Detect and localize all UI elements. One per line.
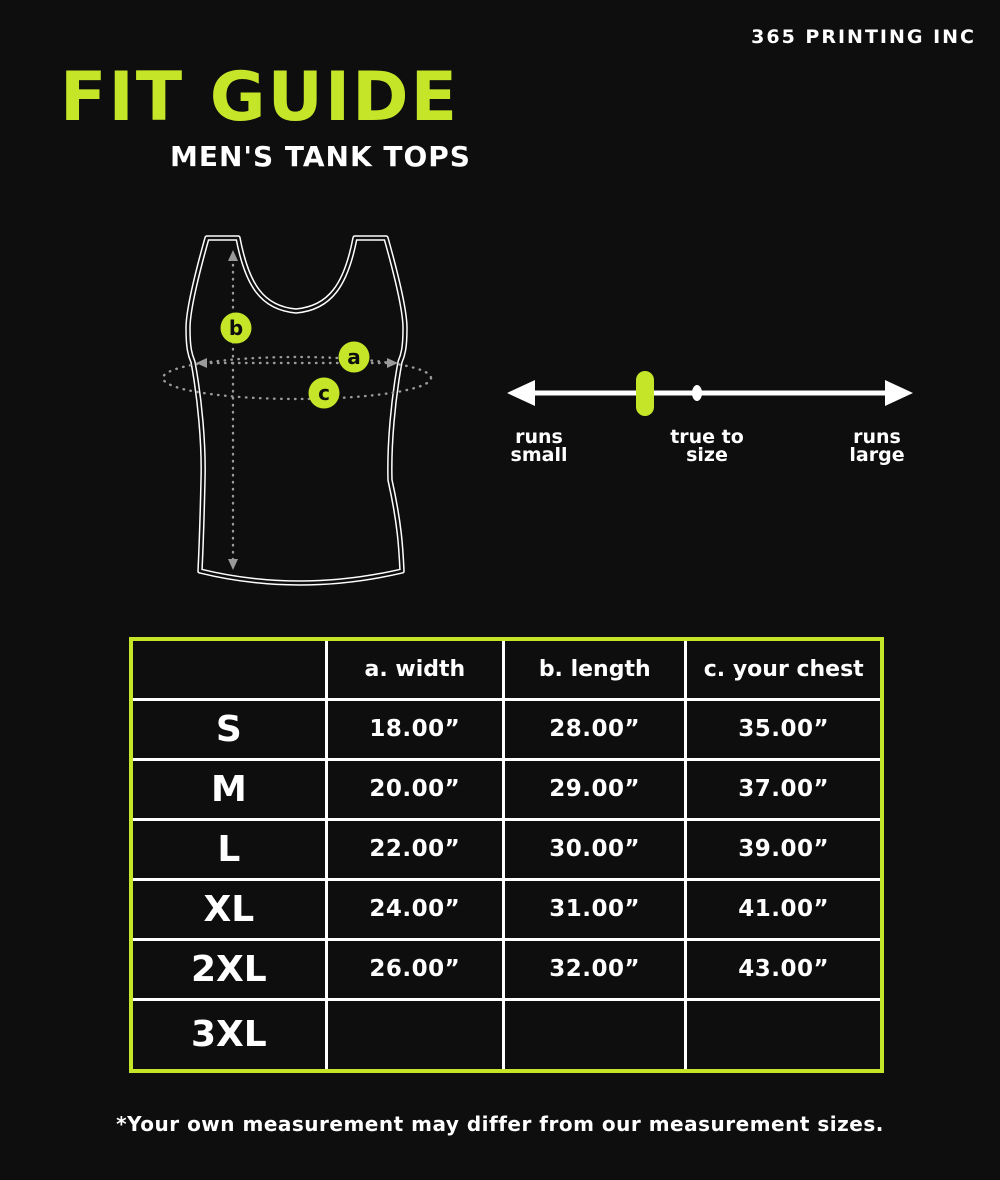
width-value: 26.00” — [326, 939, 503, 999]
marker-b-label: b — [228, 316, 244, 340]
table-row-xl — [131, 879, 882, 939]
length-measure-arrow — [228, 250, 238, 570]
label-line: size — [686, 444, 728, 466]
width-value: 20.00” — [326, 759, 503, 819]
tank-top-diagram — [150, 210, 470, 610]
arrow-left-icon — [507, 380, 535, 406]
size-label: 2XL — [131, 939, 326, 999]
true-to-size-dot — [692, 385, 702, 401]
fit-indicator-thumb — [636, 371, 654, 416]
length-value: 32.00” — [503, 939, 685, 999]
arrow-right-icon — [885, 380, 913, 406]
size-label: XL — [131, 879, 326, 939]
size-table — [129, 637, 884, 1073]
header-chest: c. your chest — [686, 639, 882, 699]
length-value: 31.00” — [503, 879, 685, 939]
width-value — [326, 999, 503, 1071]
marker-c-label: c — [318, 381, 330, 405]
fit-scale-label-runs-small — [511, 428, 568, 464]
page-title: FIT GUIDE — [60, 58, 460, 137]
label-line: runs — [515, 426, 563, 448]
length-value — [503, 999, 685, 1071]
width-value: 22.00” — [326, 819, 503, 879]
size-label: S — [131, 699, 326, 759]
table-row-m — [131, 759, 882, 819]
table-row-2xl — [131, 939, 882, 999]
size-table-header-row — [131, 639, 882, 699]
footnote: *Your own measurement may differ from our measurement sizes. — [116, 1112, 884, 1136]
table-row-3xl — [131, 999, 882, 1071]
table-row-l — [131, 819, 882, 879]
chest-value: 43.00” — [686, 939, 882, 999]
chest-value — [686, 999, 882, 1071]
chest-value: 37.00” — [686, 759, 882, 819]
size-label: M — [131, 759, 326, 819]
label-line: large — [849, 444, 905, 466]
fit-scale-label-runs-large — [849, 428, 904, 464]
size-label: 3XL — [131, 999, 326, 1071]
marker-a-label: a — [347, 345, 361, 369]
fit-scale-label-true-to-size — [670, 428, 744, 464]
length-value: 29.00” — [503, 759, 685, 819]
header-size — [131, 639, 326, 699]
chest-value: 35.00” — [686, 699, 882, 759]
width-value: 24.00” — [326, 879, 503, 939]
fit-scale-arrow — [505, 360, 915, 426]
brand-name: 365 PRINTING INC — [751, 26, 976, 48]
label-line: small — [510, 444, 568, 466]
marker-b — [221, 313, 252, 344]
chest-value: 39.00” — [686, 819, 882, 879]
label-line: true to — [670, 426, 744, 448]
width-value: 18.00” — [326, 699, 503, 759]
table-row-s — [131, 699, 882, 759]
page-subtitle: MEN'S TANK TOPS — [170, 140, 471, 173]
header-width: a. width — [326, 639, 503, 699]
length-value: 30.00” — [503, 819, 685, 879]
tank-outline — [188, 238, 405, 583]
chest-value: 41.00” — [686, 879, 882, 939]
size-label: L — [131, 819, 326, 879]
label-line: runs — [853, 426, 901, 448]
marker-a — [339, 342, 370, 373]
header-length: b. length — [503, 639, 685, 699]
marker-c — [309, 378, 340, 409]
length-value: 28.00” — [503, 699, 685, 759]
